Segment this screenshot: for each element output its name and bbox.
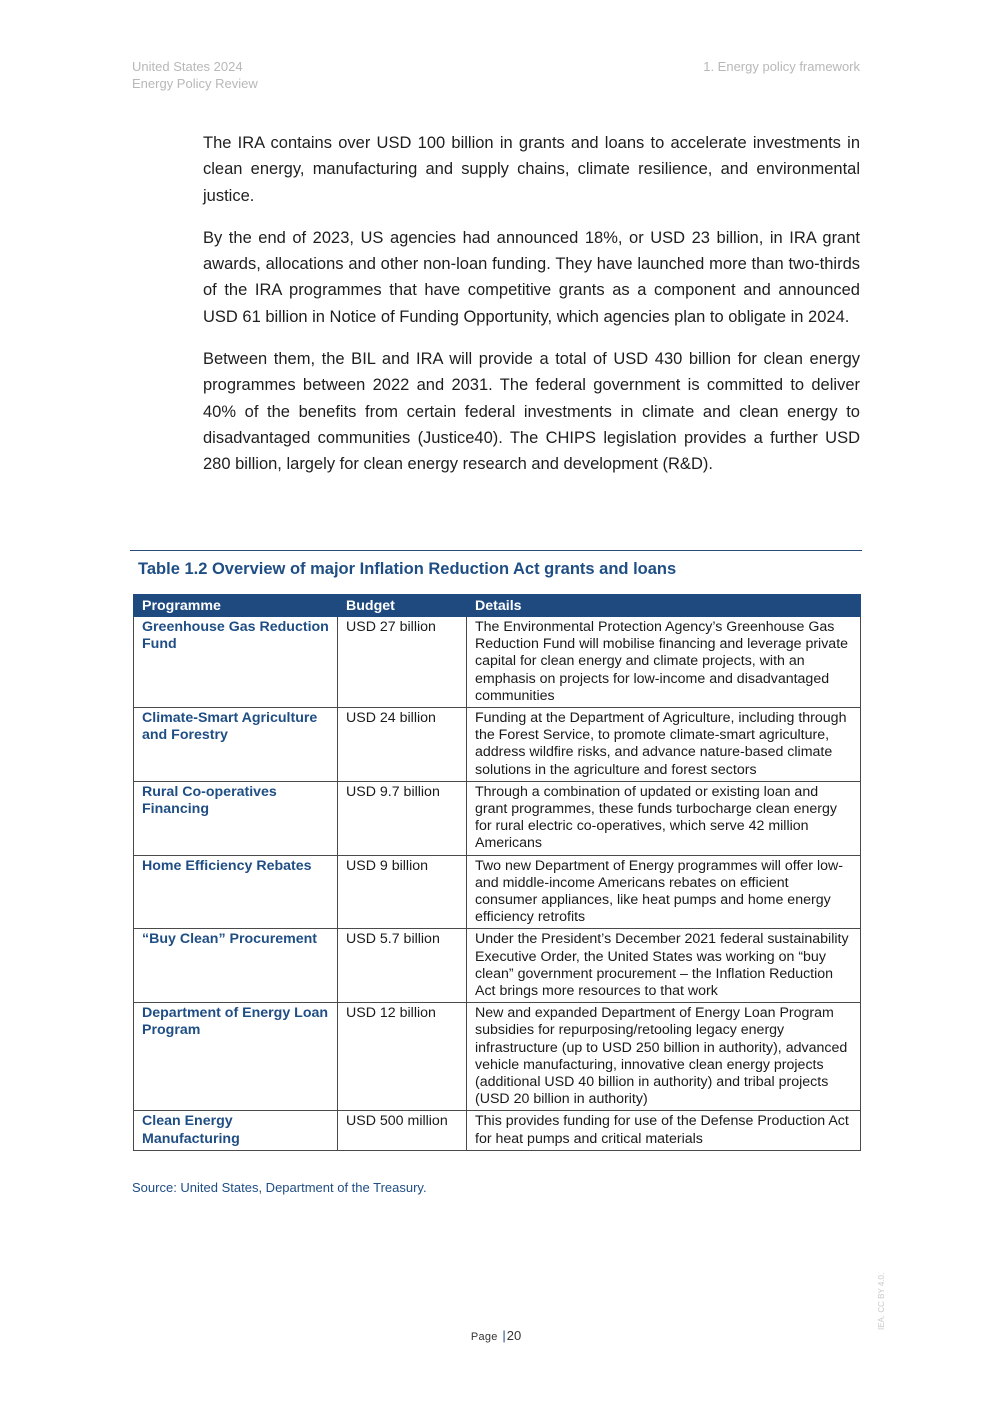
- table-top-rule: [130, 550, 862, 551]
- details-cell: Funding at the Department of Agriculture, including through the Forest Service, to promote climate-smart agriculture, address wildfire risks, and advance nature-based climate solutions in the agriculture and forest sectors: [467, 708, 861, 782]
- details-cell: Two new Department of Energy programmes will offer low- and middle-income Americans rebates on efficient consumer appliances, like heat pumps and home energy efficiency retrofits: [467, 855, 861, 929]
- programme-cell: Greenhouse Gas Reduction Fund: [134, 617, 338, 708]
- running-header-left: [132, 58, 258, 92]
- header-programme: Programme: [134, 595, 338, 617]
- details-cell: Under the President’s December 2021 federal sustainability Executive Order, the United States was working on “buy clean” government procurement – the Inflation Reduction Act brings more resources to that work: [467, 929, 861, 1003]
- table-row: [134, 1111, 861, 1150]
- programme-cell: Department of Energy Loan Program: [134, 1003, 338, 1111]
- body-text: [203, 130, 860, 494]
- report-country-year: United States 2024: [132, 59, 243, 74]
- table-header-row: [134, 595, 861, 617]
- budget-cell: USD 27 billion: [338, 617, 467, 708]
- table-row: [134, 708, 861, 782]
- table-row: [134, 617, 861, 708]
- table-row: [134, 781, 861, 855]
- table-row: [134, 855, 861, 929]
- programme-cell: “Buy Clean” Procurement: [134, 929, 338, 1003]
- programme-cell: Home Efficiency Rebates: [134, 855, 338, 929]
- page-separator: |: [502, 1328, 506, 1343]
- budget-cell: USD 500 million: [338, 1111, 467, 1150]
- details-cell: New and expanded Department of Energy Loan Program subsidies for repurposing/retooling legacy energy infrastructure (up to USD 250 billion in authority), advanced vehicle manufacturing, innovative clean energy projects (additional USD 40 billion in authority) and tribal projects (USD 20 billion in authority): [467, 1003, 861, 1111]
- budget-cell: USD 24 billion: [338, 708, 467, 782]
- budget-cell: USD 5.7 billion: [338, 929, 467, 1003]
- programme-cell: Climate-Smart Agriculture and Forestry: [134, 708, 338, 782]
- table-source-note: Source: United States, Department of the Treasury.: [132, 1180, 427, 1195]
- report-series-name: Energy Policy Review: [132, 76, 258, 91]
- header-details: Details: [467, 595, 861, 617]
- programme-cell: Rural Co-operatives Financing: [134, 781, 338, 855]
- license-credit: IEA. CC BY 4.0.: [877, 1272, 886, 1330]
- paragraph: Between them, the BIL and IRA will provide a total of USD 430 billion for clean energy programmes between 2022 and 2031. The federal government is committed to deliver 40% of the benefits from certain federal investments in climate and clean energy to disadvantaged communities (Justice40). The CHIPS legislation provides a further USD 280 billion, largely for clean energy research and development (R&D).: [203, 350, 860, 474]
- programme-cell: Clean Energy Manufacturing: [134, 1111, 338, 1150]
- table-row: [134, 929, 861, 1003]
- paragraph: The IRA contains over USD 100 billion in grants and loans to accelerate investments in clean energy, manufacturing and supply chains, climate resilience, and environmental justice.: [203, 134, 860, 205]
- details-cell: The Environmental Protection Agency’s Greenhouse Gas Reduction Fund will mobilise financing and leverage private capital for clean energy and climate projects, with an emphasis on projects for low-income and disadvantaged communities: [467, 617, 861, 708]
- page-number: [0, 1328, 992, 1343]
- header-budget: Budget: [338, 595, 467, 617]
- details-cell: This provides funding for use of the Defense Production Act for heat pumps and critical materials: [467, 1111, 861, 1150]
- details-cell: Through a combination of updated or existing loan and grant programmes, these funds turbocharge clean energy for rural electric co-operatives, which serve 42 million Americans: [467, 781, 861, 855]
- table-row: [134, 1003, 861, 1111]
- page-label: Page: [470, 1331, 498, 1343]
- page-number-value: 20: [506, 1328, 522, 1343]
- ira-programmes-table: [133, 594, 861, 1151]
- table-title: Table 1.2 Overview of major Inflation Reduction Act grants and loans: [138, 560, 677, 578]
- budget-cell: USD 12 billion: [338, 1003, 467, 1111]
- budget-cell: USD 9 billion: [338, 855, 467, 929]
- paragraph: By the end of 2023, US agencies had announced 18%, or USD 23 billion, in IRA grant awards, allocations and other non-loan funding. They have launched more than two-thirds of the IRA programmes that have competitive grants as a component and announced USD 61 billion in Notice of Funding Opportunity, which agencies plan to obligate in 2024.: [203, 228, 860, 326]
- running-header-chapter: 1. Energy policy framework: [703, 59, 860, 74]
- budget-cell: USD 9.7 billion: [338, 781, 467, 855]
